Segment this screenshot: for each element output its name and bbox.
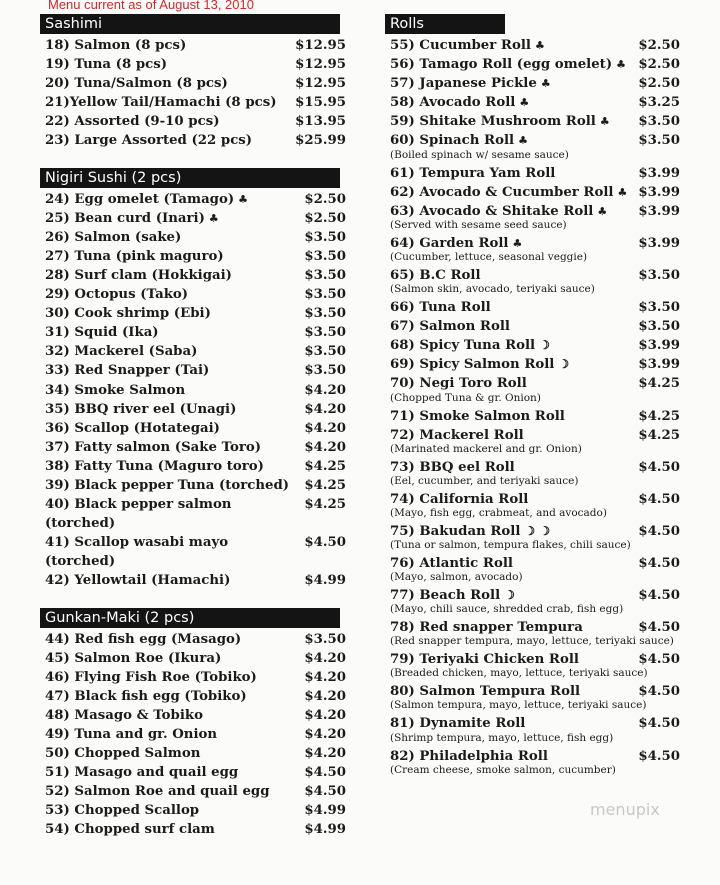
item-price: $4.25 (638, 376, 680, 392)
item-price: $3.50 (304, 248, 346, 264)
item-description: (Marinated mackerel and gr. Onion) (390, 442, 582, 455)
item-price: $2.50 (304, 191, 346, 207)
menu-item (40, 361, 350, 380)
item-name: 54) Chopped surf clam (45, 822, 215, 838)
menu-item (385, 336, 680, 355)
item-name: 45) Salmon Roe (Ikura) (45, 650, 222, 666)
sashimi-section (40, 14, 350, 151)
menu-item (40, 533, 350, 571)
menu-item (385, 74, 680, 93)
item-name: 64) Garden Roll ♣ (390, 235, 523, 251)
menu-item (40, 190, 350, 209)
item-price: $2.50 (304, 210, 346, 226)
vegetarian-icon: ♣ (512, 236, 523, 250)
item-price: $4.50 (638, 491, 680, 507)
item-description: (Chopped Tuna & gr. Onion) (390, 391, 541, 404)
item-price: $3.25 (638, 95, 680, 111)
item-price: $3.50 (638, 319, 680, 335)
item-description: (Served with sesame seed sauce) (390, 218, 567, 231)
menu-item (40, 74, 350, 93)
item-price: $4.25 (638, 427, 680, 443)
item-price: $4.99 (304, 803, 346, 819)
menu-item (40, 706, 350, 725)
menu-item (385, 164, 680, 183)
item-name: 19) Tuna (8 pcs) (45, 57, 168, 73)
item-name: 50) Chopped Salmon (45, 746, 201, 762)
menu-item (40, 457, 350, 476)
item-name: 69) Spicy Salmon Roll ☽ (390, 357, 570, 373)
item-price: $4.50 (638, 716, 680, 732)
item-price: $4.50 (638, 748, 680, 764)
left-column (40, 14, 350, 840)
item-price: $4.25 (304, 458, 346, 474)
item-price: $3.50 (638, 133, 680, 149)
item-name: 66) Tuna Roll (390, 300, 491, 316)
item-name: 76) Atlantic Roll (390, 555, 513, 571)
menu-item (40, 285, 350, 304)
menu-item (40, 744, 350, 763)
item-name: 38) Fatty Tuna (Maguro toro) (45, 458, 264, 474)
item-description: (Mayo, fish egg, crabmeat, and avocado) (390, 506, 607, 519)
item-price: $15.95 (295, 95, 346, 111)
item-name: 49) Tuna and gr. Onion (45, 727, 218, 742)
vegetarian-icon: ♣ (208, 211, 219, 225)
menu-item (40, 649, 350, 668)
vegetarian-icon: ♣ (540, 77, 551, 91)
item-name: 60) Spinach Roll ♣ (390, 133, 528, 149)
item-name: 56) Tamago Roll (egg omelet) ♣ (390, 57, 626, 73)
item-description: (Boiled spinach w/ sesame sauce) (390, 148, 569, 161)
item-name: 48) Masago & Tobiko (45, 707, 203, 723)
item-name: 63) Avocado & Shitake Roll ♣ (390, 203, 608, 219)
menu-item (385, 317, 680, 336)
item-name: 42) Yellowtail (Hamachi) (45, 573, 231, 589)
item-price: $4.50 (304, 784, 346, 800)
item-price: $4.50 (304, 535, 346, 551)
vegetarian-icon: ♣ (534, 39, 545, 52)
item-name: 23) Large Assorted (22 pcs) (45, 133, 253, 149)
menu-item (385, 298, 680, 317)
item-price: $4.20 (304, 746, 346, 762)
item-price: $4.50 (304, 765, 346, 781)
item-price: $3.50 (304, 363, 346, 379)
item-price: $4.50 (638, 459, 680, 475)
item-name: 25) Bean curd (Inari) ♣ (45, 210, 219, 226)
menu-item (40, 247, 350, 266)
vegetarian-icon: ♣ (599, 115, 610, 129)
item-description: (Tuna or salmon, tempura flakes, chili sauce) (390, 538, 631, 551)
item-name: 74) California Roll (390, 491, 529, 507)
item-price: $4.99 (304, 573, 346, 589)
item-price: $4.20 (304, 727, 346, 742)
item-name: 58) Avocado Roll ♣ (390, 95, 530, 111)
item-name: 39) Black pepper Tuna (torched) (45, 477, 290, 493)
menu-item (385, 36, 680, 55)
item-price: $4.20 (304, 688, 346, 704)
item-price: $3.50 (304, 267, 346, 283)
menu-item (40, 801, 350, 820)
nigiri-sushi-pcs-header: Nigiri Sushi (2 pcs) (40, 168, 340, 188)
item-name: 75) Bakudan Roll ☽ ☽ (390, 523, 551, 539)
menu-item (40, 687, 350, 706)
menu-item (40, 36, 350, 55)
item-name: 41) Scallop wasabi mayo (torched) (45, 535, 229, 570)
vegetarian-icon: ♣ (519, 96, 530, 110)
item-description: (Cucumber, lettuce, seasonal veggie) (390, 250, 588, 263)
menu-item (40, 438, 350, 457)
spicy-icon: ☽ (504, 588, 515, 603)
item-name: 18) Salmon (8 pcs) (45, 38, 187, 53)
menu-item (40, 112, 350, 131)
rolls-section (385, 14, 680, 778)
item-name: 33) Red Snapper (Tai) (45, 363, 210, 379)
item-name: 81) Dynamite Roll (390, 716, 526, 732)
item-description: (Shrimp tempura, mayo, lettuce, fish egg) (390, 731, 614, 744)
menu-item (40, 266, 350, 285)
item-description: (Mayo, chili sauce, shredded crab, fish egg) (390, 603, 624, 616)
menu-item (40, 419, 350, 438)
item-name: 34) Smoke Salmon (45, 382, 186, 398)
item-name: 57) Japanese Pickle ♣ (390, 76, 551, 92)
menu-item (385, 93, 680, 112)
item-name: 35) BBQ river eel (Unagi) (45, 401, 237, 417)
item-name: 20) Tuna/Salmon (8 pcs) (45, 76, 228, 92)
item-name: 68) Spicy Tuna Roll ☽ (390, 338, 550, 354)
item-name: 30) Cook shrimp (Ebi) (45, 306, 211, 322)
watermark: menupix (590, 800, 660, 819)
item-price: $4.50 (638, 620, 680, 636)
item-price: $3.50 (638, 267, 680, 283)
menu-item (385, 183, 680, 202)
item-name: 27) Tuna (pink maguro) (45, 248, 224, 264)
menu-item (40, 93, 350, 112)
item-price: $4.25 (638, 408, 680, 424)
item-name: 61) Tempura Yam Roll (390, 165, 556, 181)
item-price: $4.99 (304, 822, 346, 838)
item-name: 59) Shitake Mushroom Roll ♣ (390, 114, 610, 130)
item-price: $4.20 (304, 439, 346, 455)
item-price: $4.20 (304, 669, 346, 685)
item-name: 71) Smoke Salmon Roll (390, 408, 565, 424)
menu-item (40, 820, 350, 839)
gunkan-maki-pcs-header: Gunkan-Maki (2 pcs) (40, 608, 340, 628)
menu-item (40, 630, 350, 649)
item-price: $3.99 (638, 338, 680, 354)
item-name: 44) Red fish egg (Masago) (45, 631, 242, 647)
rolls-column (385, 14, 680, 779)
item-price: $2.50 (638, 38, 680, 53)
sashimi-header: Sashimi (40, 14, 340, 34)
menu-item (40, 476, 350, 495)
item-price: $2.50 (638, 57, 680, 73)
vegetarian-icon: ♣ (616, 58, 626, 72)
rolls-header: Rolls (385, 14, 505, 34)
item-name: 52) Salmon Roe and quail egg (45, 784, 270, 800)
item-name: 29) Octopus (Tako) (45, 287, 189, 303)
item-price: $3.50 (304, 631, 346, 647)
item-price: $3.99 (638, 357, 680, 373)
nigiri-sushi-pcs-section (40, 168, 350, 591)
menu-item (40, 725, 350, 744)
item-price: $3.99 (638, 235, 680, 251)
item-name: 40) Black pepper salmon (torched) (45, 497, 232, 532)
spicy-icon: ☽ (539, 338, 550, 353)
item-price: $3.50 (638, 300, 680, 316)
item-name: 73) BBQ eel Roll (390, 459, 515, 475)
item-name: 28) Surf clam (Hokkigai) (45, 267, 232, 283)
menu-item (385, 355, 680, 374)
item-description: (Breaded chicken, mayo, lettuce, teriyaki sauce) (390, 667, 648, 680)
item-price: $3.50 (304, 306, 346, 322)
spicy-icon: ☽ ☽ (524, 523, 551, 538)
item-name: 22) Assorted (9-10 pcs) (45, 114, 220, 130)
menu-item (385, 55, 680, 74)
item-description: (Cream cheese, smoke salmon, cucumber) (390, 763, 616, 776)
item-price: $3.50 (638, 114, 680, 130)
item-description: (Salmon tempura, mayo, lettuce, teriyaki sauce) (390, 699, 647, 712)
menu-item (40, 400, 350, 419)
menu-item (40, 131, 350, 150)
gunkan-maki-pcs-section (40, 608, 350, 840)
item-price: $25.99 (295, 133, 346, 149)
menu-item (40, 381, 350, 400)
menu-item (40, 668, 350, 687)
item-price: $4.50 (638, 652, 680, 668)
menu-item (40, 304, 350, 323)
item-price: $3.99 (638, 203, 680, 219)
item-price: $4.20 (304, 382, 346, 398)
item-price: $3.50 (304, 325, 346, 341)
item-description: (Eel, cucumber, and teriyaki sauce) (390, 474, 579, 487)
menu-item (385, 407, 680, 426)
vegetarian-icon: ♣ (617, 185, 628, 199)
item-name: 62) Avocado & Cucumber Roll ♣ (390, 184, 628, 200)
item-name: 80) Salmon Tempura Roll (390, 684, 581, 700)
item-description: (Mayo, salmon, avocado) (390, 571, 523, 584)
item-name: 36) Scallop (Hotategai) (45, 420, 220, 436)
menu-item (40, 228, 350, 247)
item-price: $4.25 (304, 497, 346, 513)
item-price: $4.25 (304, 477, 346, 493)
item-name: 26) Salmon (sake) (45, 229, 182, 245)
item-name: 24) Egg omelet (Tamago) ♣ (45, 191, 249, 207)
item-price: $3.50 (304, 287, 346, 303)
item-price: $12.95 (295, 38, 346, 53)
item-price: $4.50 (638, 588, 680, 604)
item-price: $4.20 (304, 401, 346, 417)
item-price: $13.95 (295, 114, 346, 130)
spicy-icon: ☽ (558, 357, 570, 372)
item-name: 79) Teriyaki Chicken Roll (390, 652, 579, 668)
item-name: 72) Mackerel Roll (390, 427, 524, 443)
item-name: 32) Mackerel (Saba) (45, 344, 198, 360)
item-name: 77) Beach Roll ☽ (390, 588, 515, 604)
menu-date-notice: Menu current as of August 13, 2010 (48, 0, 254, 12)
item-name: 82) Philadelphia Roll (390, 748, 548, 764)
vegetarian-icon: ♣ (518, 134, 528, 148)
item-price: $2.50 (638, 76, 680, 92)
menu-item (40, 571, 350, 590)
item-name: 67) Salmon Roll (390, 319, 510, 335)
menu-item (40, 323, 350, 342)
item-description: (Salmon skin, avocado, teriyaki sauce) (390, 283, 595, 296)
menu-item (40, 342, 350, 361)
item-price: $3.50 (304, 229, 346, 245)
item-name: 53) Chopped Scallop (45, 803, 200, 819)
item-name: 51) Masago and quail egg (45, 765, 239, 781)
item-price: $12.95 (295, 76, 346, 92)
item-price: $4.50 (638, 555, 680, 571)
item-name: 31) Squid (Ika) (45, 325, 159, 341)
item-name: 37) Fatty salmon (Sake Toro) (45, 439, 261, 455)
item-price: $3.50 (304, 344, 346, 360)
menu-item (40, 495, 350, 533)
menu-item (40, 209, 350, 228)
item-price: $12.95 (295, 57, 346, 73)
item-price: $3.99 (638, 184, 680, 200)
item-name: 47) Black fish egg (Tobiko) (45, 688, 247, 704)
menu-item (40, 55, 350, 74)
item-price: $4.50 (638, 684, 680, 700)
menu-item (40, 763, 350, 782)
item-name: 21)Yellow Tail/Hamachi (8 pcs) (45, 95, 277, 111)
menu-item (40, 782, 350, 801)
menu-item (385, 112, 680, 131)
vegetarian-icon: ♣ (597, 204, 608, 218)
item-price: $4.20 (304, 650, 346, 666)
item-name: 65) B.C Roll (390, 267, 481, 283)
item-name: 55) Cucumber Roll ♣ (390, 38, 545, 53)
item-price: $3.99 (638, 165, 680, 181)
item-name: 70) Negi Toro Roll (390, 376, 527, 392)
vegetarian-icon: ♣ (238, 192, 249, 206)
item-price: $4.50 (638, 523, 680, 539)
item-description: (Red snapper tempura, mayo, lettuce, teriyaki sauce) (390, 635, 674, 648)
item-name: 78) Red snapper Tempura (390, 620, 583, 636)
item-name: 46) Flying Fish Roe (Tobiko) (45, 669, 257, 685)
item-price: $4.20 (304, 707, 346, 723)
item-price: $4.20 (304, 420, 346, 436)
